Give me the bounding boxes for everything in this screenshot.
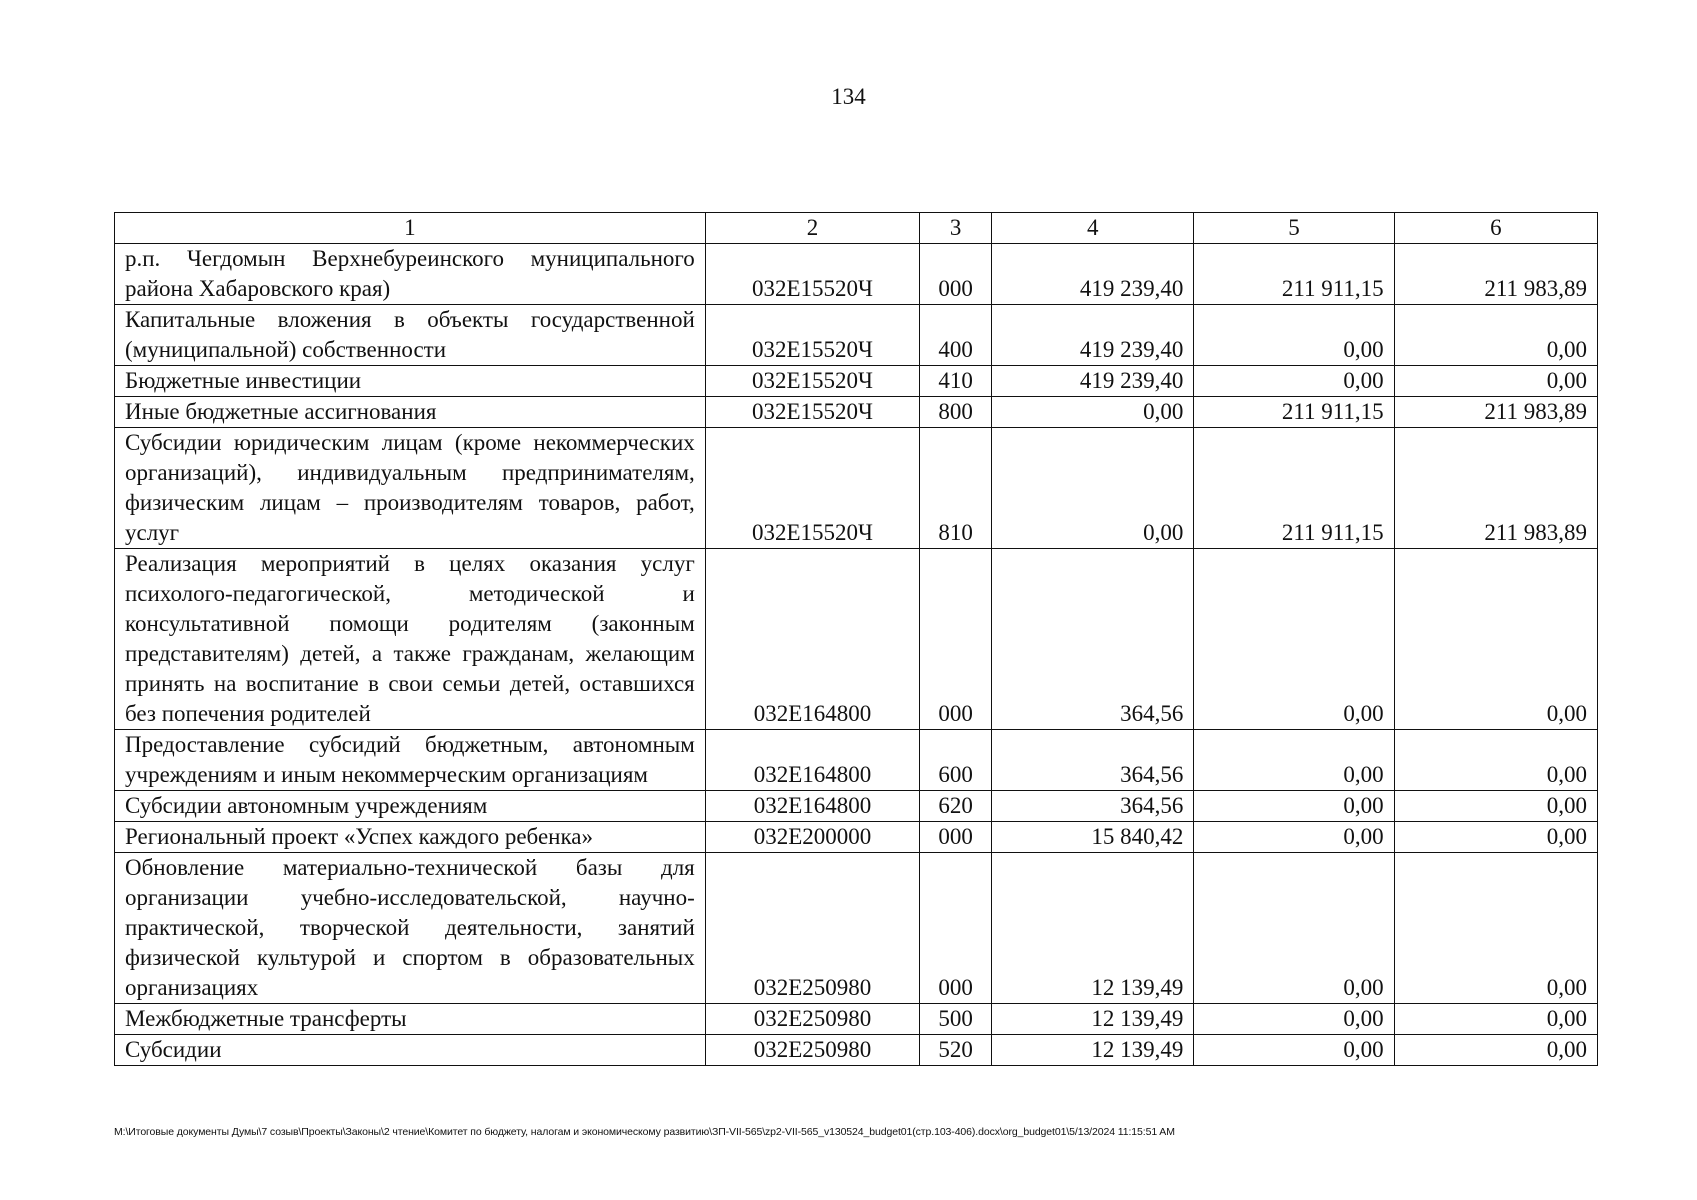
- row-target-code: 032E15520Ч: [705, 366, 919, 397]
- row-amount-col5: 0,00: [1194, 549, 1394, 730]
- row-amount-col6: 0,00: [1394, 791, 1597, 822]
- row-amount-col5: 0,00: [1194, 730, 1394, 791]
- table-row: [115, 428, 1598, 549]
- row-amount-col6: 0,00: [1394, 853, 1597, 1004]
- row-target-code: 032E15520Ч: [705, 428, 919, 549]
- row-expense-type: 800: [920, 397, 992, 428]
- table-row: [115, 549, 1598, 730]
- row-amount-col4: 12 139,49: [992, 1035, 1194, 1066]
- column-header: 6: [1394, 213, 1597, 244]
- row-amount-col5: 211 911,15: [1194, 428, 1394, 549]
- row-target-code: 032E164800: [705, 549, 919, 730]
- row-expense-type: 810: [920, 428, 992, 549]
- row-name: Иные бюджетные ассигнования: [115, 397, 706, 428]
- row-expense-type: 000: [920, 549, 992, 730]
- row-target-code: 032E250980: [705, 853, 919, 1004]
- row-amount-col4: 364,56: [992, 549, 1194, 730]
- row-amount-col6: 0,00: [1394, 730, 1597, 791]
- row-expense-type: 520: [920, 1035, 992, 1066]
- row-amount-col5: 0,00: [1194, 853, 1394, 1004]
- row-amount-col5: 0,00: [1194, 822, 1394, 853]
- row-name: Реализация мероприятий в целях оказания услуг психолого-педагогической, методической и консультативной помощи родителям (законным представителям) детей, а также гражданам, желающим принять на воспитание в свои семьи детей, оставшихся без попечения родителей: [115, 549, 706, 730]
- row-target-code: 032E15520Ч: [705, 397, 919, 428]
- row-target-code: 032E15520Ч: [705, 305, 919, 366]
- row-amount-col5: 0,00: [1194, 1035, 1394, 1066]
- row-name: р.п. Чегдомын Верхнебуреинского муниципального района Хабаровского края): [115, 244, 706, 305]
- row-expense-type: 000: [920, 244, 992, 305]
- row-amount-col4: 419 239,40: [992, 366, 1194, 397]
- row-amount-col6: 0,00: [1394, 549, 1597, 730]
- column-header: 3: [920, 213, 992, 244]
- row-amount-col5: 0,00: [1194, 791, 1394, 822]
- row-target-code: 032E200000: [705, 822, 919, 853]
- row-amount-col4: 364,56: [992, 730, 1194, 791]
- row-amount-col4: 364,56: [992, 791, 1194, 822]
- table-row: [115, 853, 1598, 1004]
- page-number: 134: [831, 84, 866, 109]
- row-amount-col4: 0,00: [992, 397, 1194, 428]
- row-expense-type: 600: [920, 730, 992, 791]
- table-header-row: [115, 213, 1598, 244]
- column-header: 5: [1194, 213, 1394, 244]
- row-amount-col5: 211 911,15: [1194, 244, 1394, 305]
- table-row: [115, 730, 1598, 791]
- row-expense-type: 000: [920, 822, 992, 853]
- row-name: Капитальные вложения в объекты государственной (муниципальной) собственности: [115, 305, 706, 366]
- row-expense-type: 620: [920, 791, 992, 822]
- table-row: [115, 822, 1598, 853]
- row-amount-col5: 0,00: [1194, 1004, 1394, 1035]
- row-expense-type: 400: [920, 305, 992, 366]
- table-row: [115, 244, 1598, 305]
- row-amount-col6: 211 983,89: [1394, 244, 1597, 305]
- table-row: [115, 366, 1598, 397]
- row-name: Региональный проект «Успех каждого ребенка»: [115, 822, 706, 853]
- row-amount-col4: 12 139,49: [992, 853, 1194, 1004]
- row-amount-col5: 0,00: [1194, 366, 1394, 397]
- row-amount-col4: 419 239,40: [992, 305, 1194, 366]
- column-header: 2: [705, 213, 919, 244]
- row-amount-col6: 0,00: [1394, 1035, 1597, 1066]
- row-amount-col6: 0,00: [1394, 305, 1597, 366]
- row-amount-col6: 0,00: [1394, 822, 1597, 853]
- row-amount-col6: 0,00: [1394, 366, 1597, 397]
- row-name: Субсидии юридическим лицам (кроме некоммерческих организаций), индивидуальным предпринимателям, физическим лицам – производителям товаров, работ, услуг: [115, 428, 706, 549]
- row-amount-col5: 211 911,15: [1194, 397, 1394, 428]
- row-amount-col5: 0,00: [1194, 305, 1394, 366]
- row-target-code: 032E164800: [705, 730, 919, 791]
- row-name: Межбюджетные трансферты: [115, 1004, 706, 1035]
- row-target-code: 032E164800: [705, 791, 919, 822]
- row-expense-type: 500: [920, 1004, 992, 1035]
- row-name: Предоставление субсидий бюджетным, автономным учреждениям и иным некоммерческим организациям: [115, 730, 706, 791]
- row-amount-col4: 0,00: [992, 428, 1194, 549]
- footer-file-path: M:\Итоговые документы Думы\7 созыв\Проекты\Законы\2 чтение\Комитет по бюджету, налогам и экономическому развитию\ЗП-VII-565\zp2-VII-565_v130524_budget01(стр.103-406).docx\org_budget01\5/13/2024 11:15:51 AM: [114, 1126, 1175, 1138]
- table-row: [115, 305, 1598, 366]
- table-row: [115, 1004, 1598, 1035]
- row-target-code: 032E250980: [705, 1035, 919, 1066]
- row-amount-col4: 15 840,42: [992, 822, 1194, 853]
- budget-table: [114, 212, 1598, 1066]
- row-name: Обновление материально-технической базы для организации учебно-исследовательской, научно-практической, творческой деятельности, занятий физической культурой и спортом в образовательных организациях: [115, 853, 706, 1004]
- row-amount-col6: 211 983,89: [1394, 428, 1597, 549]
- table-row: [115, 397, 1598, 428]
- row-name: Бюджетные инвестиции: [115, 366, 706, 397]
- row-name: Субсидии: [115, 1035, 706, 1066]
- row-target-code: 032E15520Ч: [705, 244, 919, 305]
- row-amount-col4: 12 139,49: [992, 1004, 1194, 1035]
- table-row: [115, 1035, 1598, 1066]
- column-header: 4: [992, 213, 1194, 244]
- table-row: [115, 791, 1598, 822]
- row-expense-type: 410: [920, 366, 992, 397]
- row-amount-col4: 419 239,40: [992, 244, 1194, 305]
- column-header: 1: [115, 213, 706, 244]
- row-amount-col6: 0,00: [1394, 1004, 1597, 1035]
- row-amount-col6: 211 983,89: [1394, 397, 1597, 428]
- row-expense-type: 000: [920, 853, 992, 1004]
- row-name: Субсидии автономным учреждениям: [115, 791, 706, 822]
- row-target-code: 032E250980: [705, 1004, 919, 1035]
